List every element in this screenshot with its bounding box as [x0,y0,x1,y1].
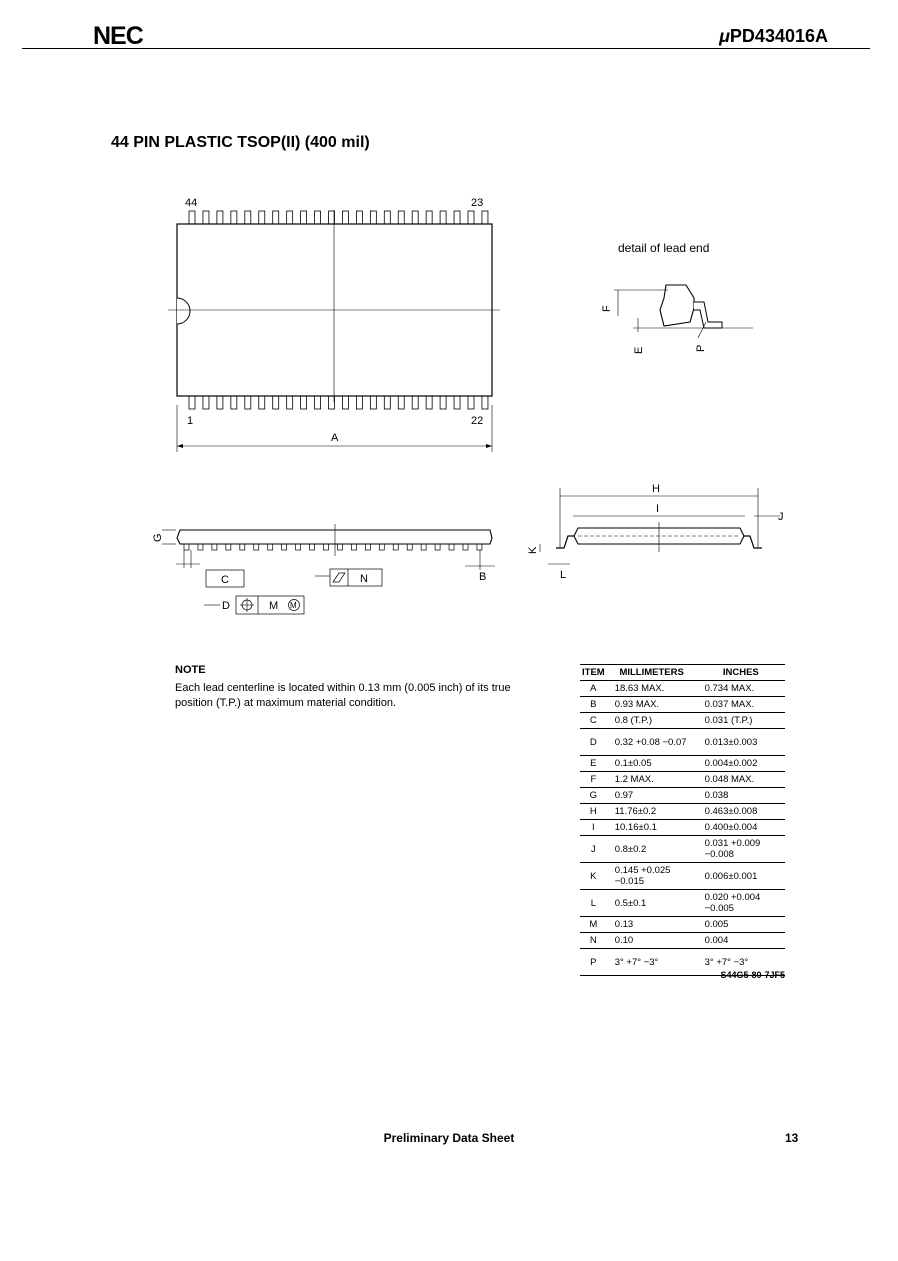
pin [189,211,195,224]
end-label-h: H [652,483,660,495]
cell-in: 0.038 [697,788,785,804]
cell-mm: 0.8 (T.P.) [607,713,697,729]
pin [440,396,446,409]
side-label-d: D [222,600,230,612]
pin [482,396,488,409]
pin [203,396,209,409]
end-label-j: J [778,511,784,523]
cell-in: 0.734 MAX. [697,681,785,697]
table-row [580,804,785,820]
cell-in: 0.037 MAX. [697,697,785,713]
lead-label-e: E [633,346,645,354]
pin [287,396,293,409]
part-prefix: μ [719,26,730,46]
cell-in: 0.020 +0.004 −0.005 [697,890,785,917]
pin [231,211,237,224]
table-row [580,729,785,756]
side-body [177,530,492,544]
cell-mm: 10.16±0.1 [607,820,697,836]
cell-mm: 18.63 MAX. [607,681,697,697]
table-row [580,713,785,729]
cell-mm: 3° +7° −3° [607,949,697,976]
pin [245,211,251,224]
pin [468,396,474,409]
page-number: 13 [785,1131,799,1145]
side-label-g: G [152,533,164,542]
cell-in: 0.463±0.008 [697,804,785,820]
col-millimeters: MILLIMETERS [607,665,697,681]
lead-label-f: F [601,305,613,312]
side-label-b: B [479,571,487,583]
note-heading: NOTE [175,664,206,676]
pin [217,211,223,224]
table-header-row [580,665,785,681]
pin [259,211,265,224]
end-lead-left [556,536,574,548]
lead-label-p: P [695,344,707,352]
col-inches: INCHES [697,665,785,681]
side-label-c: C [221,574,229,586]
pin [356,396,362,409]
table-row [580,836,785,863]
cell-item: M [580,917,607,933]
lead-body-outline [660,285,694,326]
drawing-code: S44G5-80-7JF5 [720,970,785,980]
side-label-m-circ: M [290,601,297,610]
cell-item: I [580,820,607,836]
part-number-text: PD434016A [729,26,828,46]
pin [412,211,418,224]
side-label-m: M [269,600,279,612]
end-label-l: L [560,569,567,581]
pin [245,396,251,409]
cell-item: P [580,949,607,976]
pin [259,396,265,409]
table-row [580,681,785,697]
cell-item: A [580,681,607,697]
table-row [580,933,785,949]
side-view-drawing [140,510,510,625]
pin-22-label: 22 [471,415,484,427]
cell-item: H [580,804,607,820]
cell-in: 0.031 (T.P.) [697,713,785,729]
cell-item: K [580,863,607,890]
cell-in: 0.006±0.001 [697,863,785,890]
pin [315,396,321,409]
cell-mm: 0.8±0.2 [607,836,697,863]
cell-mm: 0.32 +0.08 −0.07 [607,729,697,756]
cell-in: 0.005 [697,917,785,933]
pin [482,211,488,224]
pin [342,396,348,409]
table-row [580,863,785,890]
end-lead-right [744,536,762,548]
pin [398,396,404,409]
table-row [580,820,785,836]
pin [273,396,279,409]
lead-detail-title: detail of lead end [618,241,710,255]
table-row [580,917,785,933]
cell-mm: 0.93 MAX. [607,697,697,713]
table-row [580,772,785,788]
cell-in: 0.048 MAX. [697,772,785,788]
cell-item: D [580,729,607,756]
pin [342,211,348,224]
end-label-i: I [656,503,660,515]
end-label-k: K [527,546,539,554]
cell-mm: 0.97 [607,788,697,804]
cell-item: J [580,836,607,863]
cell-mm: 0.1±0.05 [607,756,697,772]
dim-a-label: A [331,432,339,444]
cell-in: 0.400±0.004 [697,820,785,836]
flatness-box [330,569,382,586]
cell-in: 0.004±0.002 [697,756,785,772]
pin [412,396,418,409]
dim-p-line [698,322,706,338]
bottom-pins [189,396,488,409]
pin [315,211,321,224]
brand-logo: NEC [93,22,143,50]
cell-item: L [580,890,607,917]
pin [468,211,474,224]
cell-in: 0.004 [697,933,785,949]
top-view-drawing [160,190,510,460]
pin [287,211,293,224]
cell-in: 3° +7° −3° [697,949,785,976]
cell-item: G [580,788,607,804]
top-pins [189,211,488,224]
cell-item: F [580,772,607,788]
pin [384,396,390,409]
table-row [580,788,785,804]
pin [329,211,335,224]
pin [384,211,390,224]
pin [356,211,362,224]
package-title: 44 PIN PLASTIC TSOP(II) (400 mil) [111,134,370,151]
dimension-table [580,664,785,976]
cell-in: 0.013±0.003 [697,729,785,756]
table-row [580,697,785,713]
pin [231,396,237,409]
cell-item: C [580,713,607,729]
end-view-drawing [518,478,798,588]
pin [301,396,307,409]
dim-a-arrow-right [486,444,492,448]
pin [454,396,460,409]
pin [203,211,209,224]
pin [426,211,432,224]
table-row [580,756,785,772]
pin-23-label: 23 [471,197,484,209]
pin [189,396,195,409]
cell-mm: 0.10 [607,933,697,949]
pin [454,211,460,224]
cell-mm: 0.5±0.1 [607,890,697,917]
note-body: Each lead centerline is located within 0.13 mm (0.005 inch) of its true position (T.P.) at maximum material condition. [175,682,511,709]
cell-mm: 0.13 [607,917,697,933]
footer-title: Preliminary Data Sheet [383,1131,515,1145]
pin-44-label: 44 [185,197,198,209]
pin [370,211,376,224]
pin [440,211,446,224]
pin [217,396,223,409]
side-label-n: N [360,573,368,585]
cell-item: B [580,697,607,713]
col-item: ITEM [580,665,607,681]
pin [398,211,404,224]
lead-foot [694,302,722,328]
cell-in: 0.031 +0.009 −0.008 [697,836,785,863]
cell-mm: 1.2 MAX. [607,772,697,788]
pin [426,396,432,409]
header-rule [22,48,870,49]
dim-a-arrow-left [177,444,183,448]
pin [301,211,307,224]
part-number [719,26,828,47]
table-row [580,890,785,917]
cell-mm: 0.145 +0.025 −0.015 [607,863,697,890]
lead-detail-drawing [598,270,758,360]
pin [273,211,279,224]
cell-item: E [580,756,607,772]
pin [370,396,376,409]
cell-mm: 11.76±0.2 [607,804,697,820]
cell-item: N [580,933,607,949]
pin-1-label: 1 [187,415,194,427]
pin [329,396,335,409]
